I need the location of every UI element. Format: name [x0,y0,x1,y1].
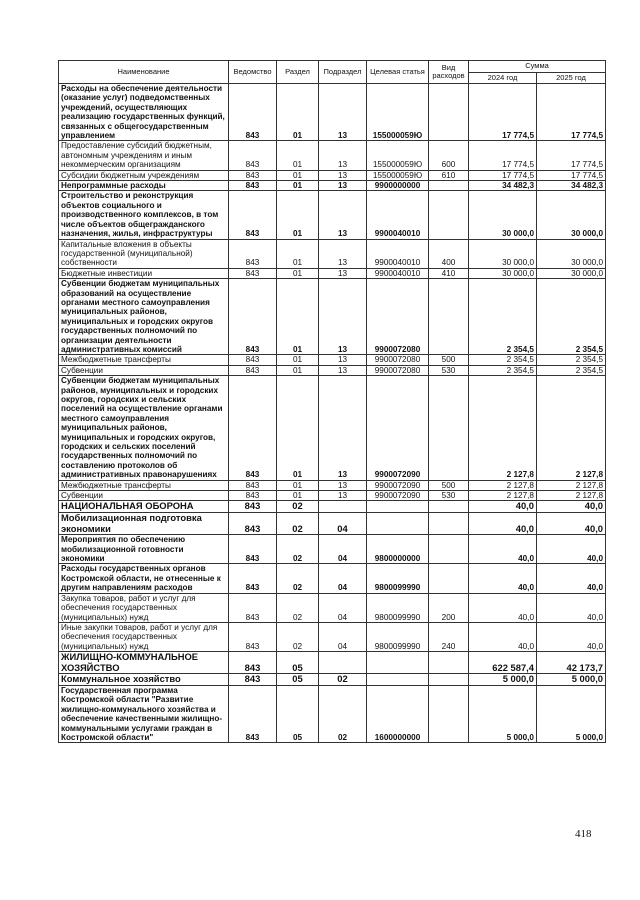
cell-dept: 843 [229,480,277,490]
cell-v2025: 30 000,0 [537,239,606,268]
table-row [59,239,606,268]
cell-v2025: 2 127,8 [537,376,606,480]
cell-sub: 13 [319,365,367,375]
cell-v2025: 30 000,0 [537,191,606,239]
cell-sub: 13 [319,268,367,278]
table-row [59,685,606,742]
cell-name: НАЦИОНАЛЬНАЯ ОБОРОНА [59,501,229,513]
cell-sub: 13 [319,181,367,191]
cell-vr [429,84,469,141]
cell-v2025: 2 354,5 [537,279,606,355]
cell-tgt: 155000059Ю [367,170,429,180]
cell-sec: 01 [277,491,319,501]
cell-name: Межбюджетные трансферты [59,355,229,365]
cell-v2024: 2 354,5 [469,365,537,375]
cell-vr: 500 [429,480,469,490]
cell-vr [429,501,469,513]
cell-tgt: 9900072080 [367,355,429,365]
cell-dept: 843 [229,685,277,742]
cell-dept: 843 [229,652,277,674]
cell-sub: 13 [319,376,367,480]
cell-tgt: 9800099990 [367,564,429,593]
cell-name: Бюджетные инвестиции [59,268,229,278]
cell-tgt: 9900072090 [367,376,429,480]
cell-tgt [367,674,429,686]
budget-table [58,60,606,743]
cell-sec: 05 [277,652,319,674]
cell-vr: 200 [429,593,469,622]
cell-tgt: 9900072090 [367,491,429,501]
header-exp-type: Вид расходов [429,61,469,84]
cell-v2024: 622 587,4 [469,652,537,674]
cell-dept: 843 [229,513,277,535]
cell-name: Капитальные вложения в объекты государственной (муниципальной) собственности [59,239,229,268]
cell-sub: 13 [319,491,367,501]
table-row [59,652,606,674]
cell-sub: 13 [319,170,367,180]
cell-name: Межбюджетные трансферты [59,480,229,490]
cell-sec: 01 [277,355,319,365]
cell-tgt: 155000059Ю [367,84,429,141]
cell-sub: 13 [319,355,367,365]
cell-v2024: 30 000,0 [469,191,537,239]
header-target: Целевая статья [367,61,429,84]
table-row [59,141,606,170]
cell-sec: 02 [277,622,319,651]
table-row [59,593,606,622]
cell-tgt [367,513,429,535]
cell-sub: 02 [319,674,367,686]
cell-dept: 843 [229,268,277,278]
table-row [59,268,606,278]
cell-v2024: 2 127,8 [469,480,537,490]
cell-v2024: 2 354,5 [469,355,537,365]
cell-v2025: 5 000,0 [537,674,606,686]
cell-name: Субвенции [59,365,229,375]
cell-vr: 610 [429,170,469,180]
cell-sub: 13 [319,239,367,268]
cell-sec: 01 [277,84,319,141]
cell-dept: 843 [229,564,277,593]
cell-v2025: 40,0 [537,564,606,593]
cell-v2024: 5 000,0 [469,685,537,742]
cell-v2025: 2 127,8 [537,480,606,490]
cell-v2024: 30 000,0 [469,239,537,268]
cell-sec: 05 [277,685,319,742]
table-row [59,191,606,239]
cell-name: Субвенции [59,491,229,501]
cell-v2024: 34 482,3 [469,181,537,191]
cell-dept: 843 [229,376,277,480]
cell-sec: 02 [277,501,319,513]
cell-vr [429,181,469,191]
cell-tgt: 1600000000 [367,685,429,742]
table-row [59,170,606,180]
header-year-2024: 2024 год [469,72,537,84]
cell-sec: 02 [277,535,319,564]
cell-dept: 843 [229,622,277,651]
table-row [59,501,606,513]
table-row [59,355,606,365]
cell-v2025: 40,0 [537,593,606,622]
cell-vr [429,564,469,593]
cell-sec: 01 [277,480,319,490]
table-row [59,513,606,535]
cell-name: Субвенции бюджетам муниципальных образований на осуществление органами местного самоуправления муниципальных районов, муниципальных и городских округов государственных полномочий по организации деятельности административных комиссий [59,279,229,355]
cell-name: Расходы государственных органов Костромской области, не отнесенные к другим направлениям расходов [59,564,229,593]
cell-sec: 01 [277,268,319,278]
cell-vr: 600 [429,141,469,170]
cell-tgt: 9900072080 [367,279,429,355]
cell-dept: 843 [229,170,277,180]
cell-v2025: 2 354,5 [537,365,606,375]
cell-v2025: 2 354,5 [537,355,606,365]
table-row [59,84,606,141]
cell-v2025: 34 482,3 [537,181,606,191]
cell-sec: 01 [277,141,319,170]
cell-tgt: 9800000000 [367,535,429,564]
table-row [59,564,606,593]
cell-sub: 13 [319,191,367,239]
header-subsection: Подраздел [319,61,367,84]
cell-dept: 843 [229,141,277,170]
cell-tgt: 9900040010 [367,239,429,268]
header-section: Раздел [277,61,319,84]
table-row [59,535,606,564]
cell-name: Расходы на обеспечение деятельности (оказание услуг) подведомственных учреждений, осуществляющих реализацию государственных функций, связанных с общегосударственным управлением [59,84,229,141]
header-year-2025: 2025 год [537,72,606,84]
table-row [59,365,606,375]
cell-v2025: 17 774,5 [537,84,606,141]
cell-tgt: 9900040010 [367,268,429,278]
cell-v2024: 2 127,8 [469,376,537,480]
cell-dept: 843 [229,279,277,355]
cell-tgt: 9800099990 [367,593,429,622]
cell-name: Субвенции бюджетам муниципальных районов, муниципальных и городских округов, городских и сельских поселений на осуществление органами местного самоуправления муниципальных районов, муниципальных и городских округов, городских и сельских поселений государственных полномочий по составлению протоколов об административных правонарушениях [59,376,229,480]
cell-vr [429,279,469,355]
cell-v2024: 5 000,0 [469,674,537,686]
cell-vr: 410 [429,268,469,278]
cell-v2025: 17 774,5 [537,170,606,180]
cell-v2024: 40,0 [469,622,537,651]
cell-name: Субсидии бюджетным учреждениям [59,170,229,180]
cell-tgt: 9900040010 [367,191,429,239]
cell-sub: 13 [319,279,367,355]
cell-v2024: 2 127,8 [469,491,537,501]
cell-name: Иные закупки товаров, работ и услуг для обеспечения государственных (муниципальных) нужд [59,622,229,651]
table-row [59,181,606,191]
header-sum: Сумма [469,61,606,73]
cell-sec: 01 [277,365,319,375]
cell-v2025: 40,0 [537,535,606,564]
cell-sec: 02 [277,564,319,593]
cell-vr [429,535,469,564]
cell-v2025: 17 774,5 [537,141,606,170]
cell-dept: 843 [229,535,277,564]
cell-sub: 04 [319,622,367,651]
cell-v2025: 5 000,0 [537,685,606,742]
table-row [59,622,606,651]
cell-name: Мобилизационная подготовка экономики [59,513,229,535]
cell-sub: 13 [319,480,367,490]
cell-name: Строительство и реконструкция объектов социального и производственного комплексов, в том числе объектов общегражданского назначения, жилья, инфраструктуры [59,191,229,239]
cell-sec: 01 [277,191,319,239]
cell-tgt: 9800099990 [367,622,429,651]
cell-v2025: 30 000,0 [537,268,606,278]
cell-v2024: 40,0 [469,535,537,564]
cell-dept: 843 [229,593,277,622]
cell-vr [429,191,469,239]
cell-tgt: 9900072090 [367,480,429,490]
cell-sub: 13 [319,141,367,170]
cell-v2024: 40,0 [469,501,537,513]
table-row [59,279,606,355]
cell-v2024: 2 354,5 [469,279,537,355]
cell-sub: 02 [319,685,367,742]
cell-name: Предоставление субсидий бюджетным, автономным учреждениям и иным некоммерческим организациям [59,141,229,170]
cell-sec: 01 [277,181,319,191]
table-row [59,480,606,490]
cell-vr: 500 [429,355,469,365]
cell-dept: 843 [229,191,277,239]
cell-vr [429,513,469,535]
page-number: 418 [575,828,592,840]
cell-sub [319,652,367,674]
cell-tgt: 155000059Ю [367,141,429,170]
cell-v2024: 30 000,0 [469,268,537,278]
cell-sec: 01 [277,170,319,180]
cell-v2024: 40,0 [469,564,537,593]
cell-sub [319,501,367,513]
cell-sec: 01 [277,279,319,355]
cell-v2024: 17 774,5 [469,84,537,141]
cell-dept: 843 [229,501,277,513]
cell-vr [429,652,469,674]
cell-name: Мероприятия по обеспечению мобилизационной готовности экономики [59,535,229,564]
cell-dept: 843 [229,181,277,191]
cell-vr: 400 [429,239,469,268]
cell-sub: 04 [319,564,367,593]
table-row [59,376,606,480]
cell-vr [429,674,469,686]
cell-dept: 843 [229,674,277,686]
cell-v2024: 40,0 [469,513,537,535]
header-dept: Ведомство [229,61,277,84]
cell-dept: 843 [229,355,277,365]
cell-sub: 04 [319,513,367,535]
cell-sec: 01 [277,376,319,480]
cell-tgt [367,652,429,674]
table-row [59,491,606,501]
header-row [59,61,606,73]
cell-v2025: 2 127,8 [537,491,606,501]
cell-name: ЖИЛИЩНО-КОММУНАЛЬНОЕ ХОЗЯЙСТВО [59,652,229,674]
cell-sec: 01 [277,239,319,268]
cell-name: Закупка товаров, работ и услуг для обеспечения государственных (муниципальных) нужд [59,593,229,622]
cell-v2025: 40,0 [537,622,606,651]
cell-vr [429,685,469,742]
cell-v2025: 40,0 [537,513,606,535]
cell-v2024: 40,0 [469,593,537,622]
cell-dept: 843 [229,365,277,375]
cell-vr: 240 [429,622,469,651]
cell-tgt: 9900000000 [367,181,429,191]
cell-sub: 04 [319,593,367,622]
cell-sec: 02 [277,593,319,622]
cell-vr: 530 [429,365,469,375]
header-name: Наименование [59,61,229,84]
cell-sec: 02 [277,513,319,535]
cell-v2024: 17 774,5 [469,141,537,170]
table-row [59,674,606,686]
cell-vr [429,376,469,480]
cell-name: Государственная программа Костромской области "Развитие жилищно-коммунального хозяйства и обеспечение качественными жилищно-коммунальными услугами граждан в Костромской области" [59,685,229,742]
cell-dept: 843 [229,491,277,501]
cell-name: Коммунальное хозяйство [59,674,229,686]
cell-dept: 843 [229,84,277,141]
cell-v2025: 42 173,7 [537,652,606,674]
cell-dept: 843 [229,239,277,268]
cell-tgt [367,501,429,513]
cell-v2024: 17 774,5 [469,170,537,180]
cell-sub: 13 [319,84,367,141]
cell-sec: 05 [277,674,319,686]
cell-name: Непрограммные расходы [59,181,229,191]
cell-vr: 530 [429,491,469,501]
cell-tgt: 9900072080 [367,365,429,375]
cell-v2025: 40,0 [537,501,606,513]
cell-sub: 04 [319,535,367,564]
